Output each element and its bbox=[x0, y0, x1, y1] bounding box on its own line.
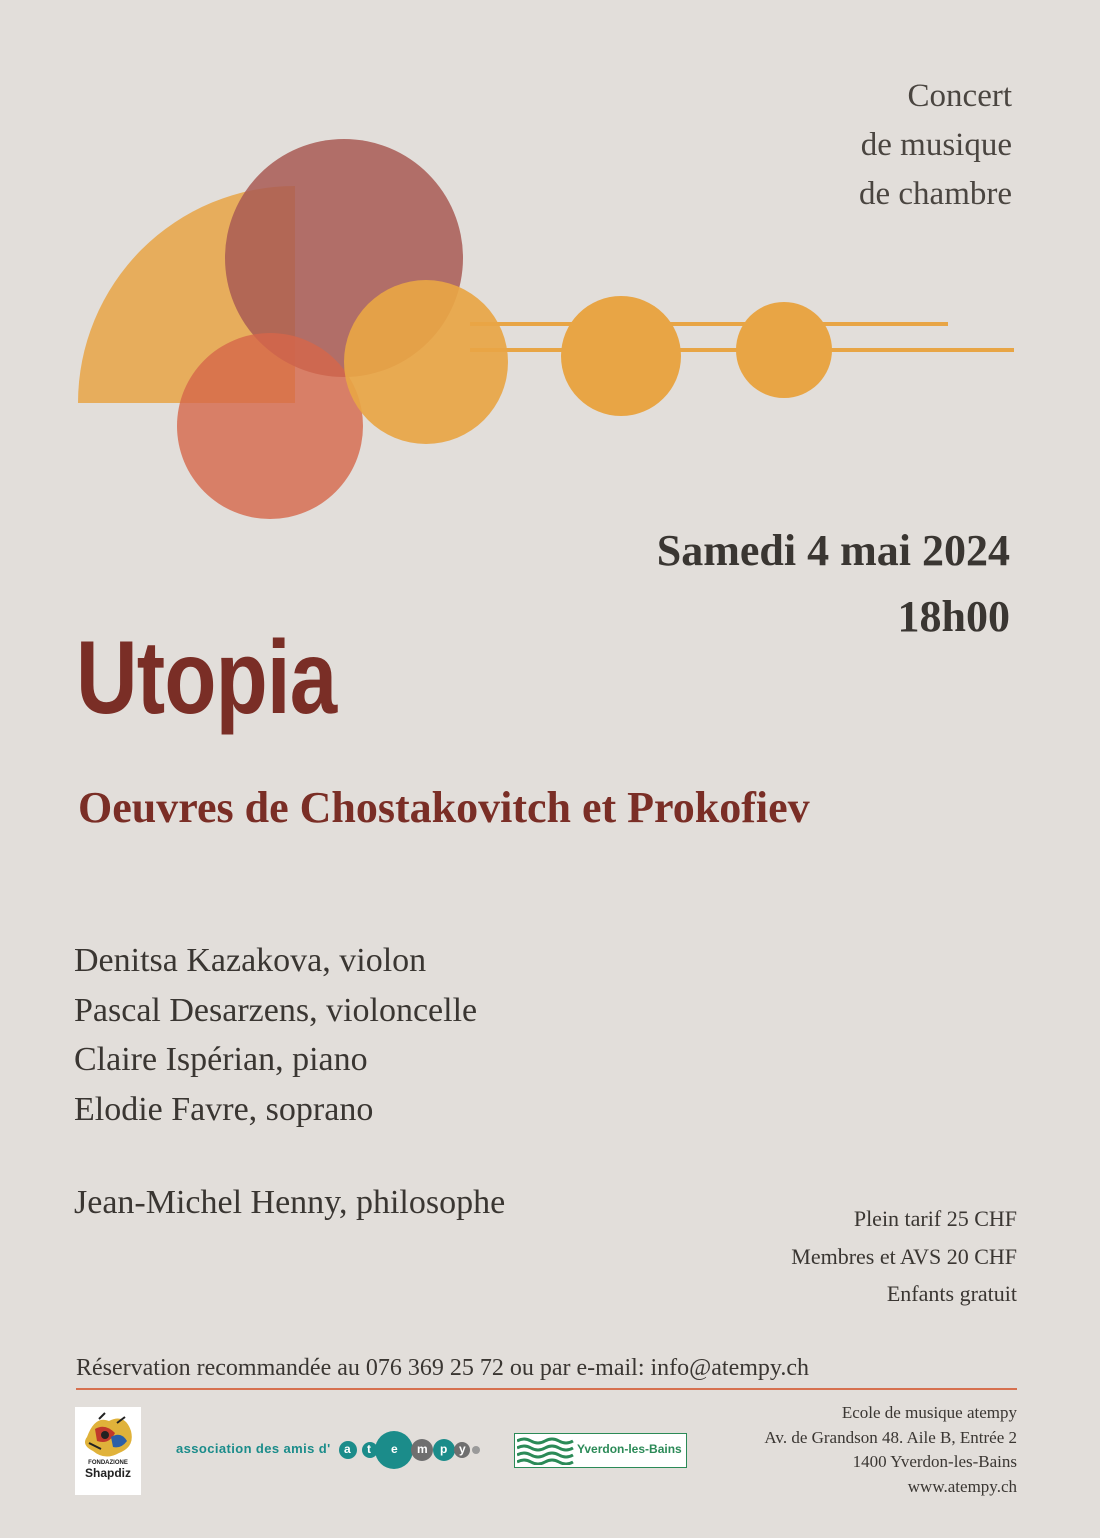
concert-type-line-2: de musique bbox=[860, 127, 1012, 163]
concert-type-heading bbox=[859, 72, 1012, 219]
shapdiz-emblem-icon bbox=[75, 1407, 141, 1463]
performer-name: Claire Ispérian bbox=[74, 1041, 276, 1078]
ticket-prices bbox=[791, 1200, 1017, 1313]
performer-item bbox=[74, 986, 477, 1036]
footer-divider bbox=[76, 1388, 1017, 1390]
connector-line-upper bbox=[470, 322, 948, 326]
concert-subtitle: Oeuvres de Chostakovitch et Prokofiev bbox=[78, 783, 810, 832]
event-time: 18h00 bbox=[897, 592, 1010, 641]
waves-icon bbox=[517, 1437, 575, 1465]
venue-address bbox=[764, 1401, 1017, 1499]
performer-role: , piano bbox=[275, 1041, 368, 1078]
reservation-info: Réservation recommandée au 076 369 25 72 ou par e-mail: info@atempy.ch bbox=[76, 1355, 809, 1381]
guest-role: , philosophe bbox=[338, 1184, 506, 1221]
performer-name: Elodie Favre bbox=[74, 1090, 249, 1128]
performer-item bbox=[74, 936, 477, 986]
concert-title: Utopia bbox=[76, 620, 337, 736]
address-line-3: 1400 Yverdon-les-Bains bbox=[852, 1452, 1017, 1471]
orange-circle-large bbox=[344, 280, 508, 444]
performer-name: Pascal Desarzens bbox=[74, 991, 310, 1029]
orange-circle-small bbox=[736, 302, 832, 398]
salmon-circle bbox=[177, 333, 363, 519]
atempy-letter: a bbox=[344, 1442, 351, 1456]
amis-atempy-logo bbox=[176, 1430, 486, 1470]
event-date: Samedi 4 mai 2024 bbox=[656, 526, 1010, 575]
performer-item bbox=[74, 1035, 477, 1085]
website-link[interactable]: www.atempy.ch bbox=[907, 1476, 1017, 1496]
atempy-letter: e bbox=[391, 1442, 398, 1456]
concert-type-line-1: Concert bbox=[907, 78, 1012, 114]
atempy-letter: t bbox=[367, 1442, 371, 1456]
performer-name: Denitsa Kazakova bbox=[74, 942, 323, 979]
price-children: Enfants gratuit bbox=[886, 1281, 1017, 1306]
orange-circle-medium bbox=[561, 296, 681, 416]
performer-item bbox=[74, 1085, 477, 1135]
performer-role: , soprano bbox=[248, 1090, 374, 1128]
shapdiz-foundation-logo bbox=[75, 1407, 141, 1495]
price-full: Plein tarif 25 CHF bbox=[853, 1206, 1017, 1231]
shapdiz-small-label: FONDAZIONE bbox=[88, 1460, 128, 1466]
guest-speaker bbox=[74, 1178, 505, 1228]
event-datetime bbox=[657, 518, 1010, 650]
yverdon-logo-text: Yverdon-les-Bains bbox=[577, 1442, 682, 1456]
address-line-2: Av. de Grandson 48. Aile B, Entrée 2 bbox=[764, 1427, 1017, 1447]
concert-type-line-3: de chambre bbox=[859, 176, 1012, 212]
shapdiz-name-label: Shapdiz bbox=[84, 1466, 131, 1480]
atempy-letter: m bbox=[417, 1442, 428, 1456]
price-members: Membres et AVS 20 CHF bbox=[791, 1243, 1017, 1269]
amis-logo-text: association des amis d' bbox=[176, 1441, 331, 1456]
performers-list bbox=[74, 936, 477, 1134]
performer-role: , violoncelle bbox=[309, 991, 478, 1029]
atempy-letter: y bbox=[459, 1442, 466, 1456]
yverdon-les-bains-logo bbox=[514, 1433, 687, 1468]
address-line-1: Ecole de musique atempy bbox=[841, 1403, 1017, 1422]
performer-role: , violon bbox=[322, 942, 427, 979]
guest-name: Jean-Michel Henny bbox=[74, 1184, 339, 1221]
atempy-letter: p bbox=[440, 1442, 448, 1456]
